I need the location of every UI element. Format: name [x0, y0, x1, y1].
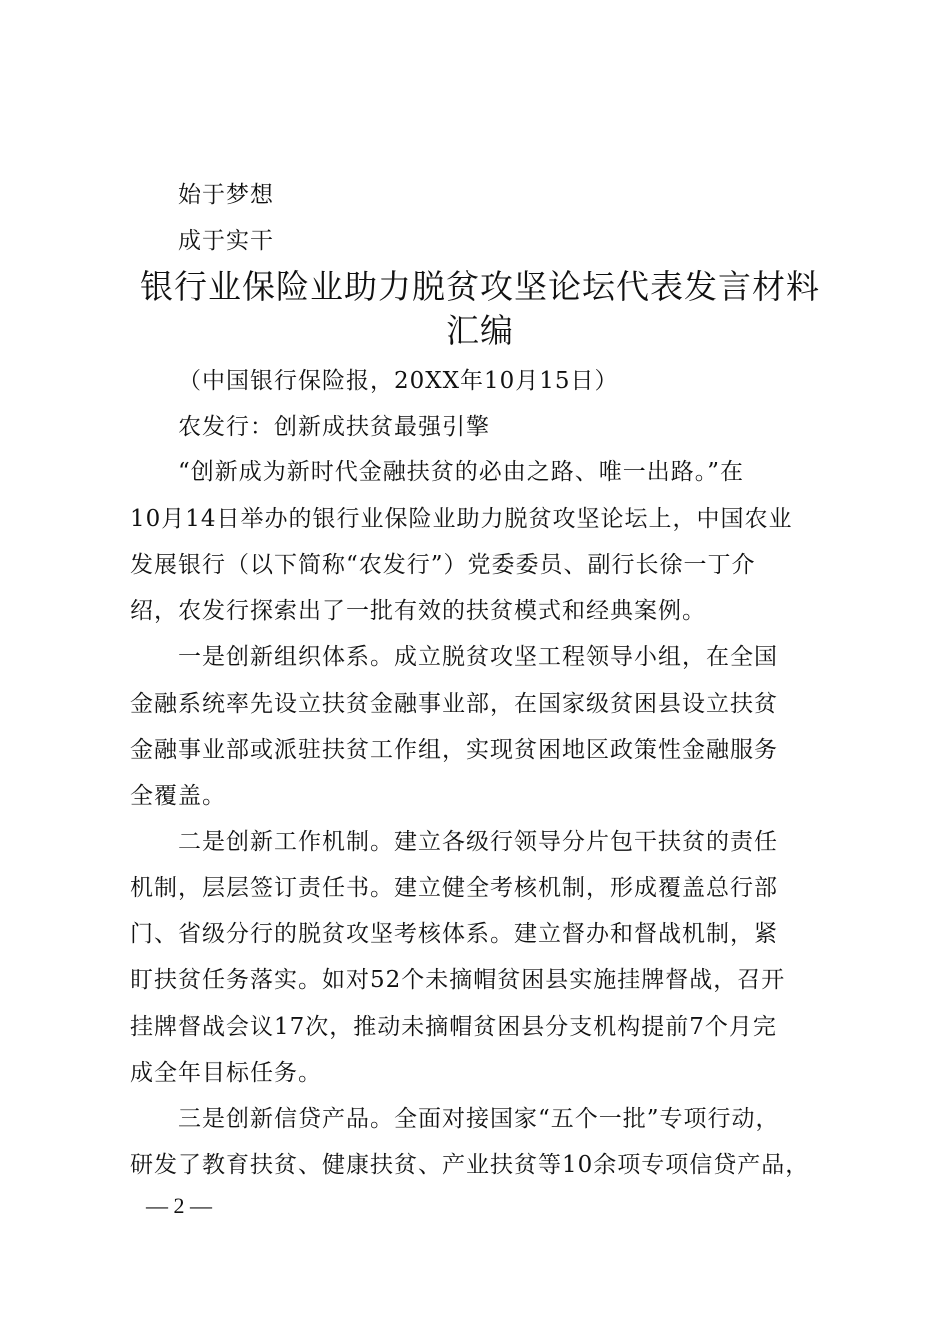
paragraph-2-line-4: 全覆盖。: [130, 783, 226, 809]
page-number: — 2 —: [146, 1193, 212, 1218]
paragraph-2-line-1: 一是创新组织体系。成立脱贫攻坚工程领导小组，在全国: [178, 644, 778, 670]
paragraph-3-line-2: 机制，层层签订责任书。建立健全考核机制，形成覆盖总行部: [130, 875, 778, 901]
paragraph-2-line-3: 金融事业部或派驻扶贫工作组，实现贫困地区政策性金融服务: [130, 737, 778, 763]
paragraph-1-line-2: 10月14日举办的银行业保险业助力脱贫攻坚论坛上，中国农业: [130, 506, 793, 532]
paragraph-3-line-6: 成全年目标任务。: [130, 1060, 322, 1086]
paragraph-3-line-3: 门、省级分行的脱贫攻坚考核体系。建立督办和督战机制，紧: [130, 921, 778, 947]
paragraph-2-line-2: 金融系统率先设立扶贫金融事业部，在国家级贫困县设立扶贫: [130, 691, 778, 717]
paragraph-1-line-3: 发展银行（以下简称“农发行”）党委委员、副行长徐一丁介: [130, 552, 756, 578]
header-line-1: 始于梦想: [178, 182, 274, 208]
source-line: （中国银行保险报，20XX年10月15日）: [178, 368, 619, 394]
paragraph-4-line-1: 三是创新信贷产品。全面对接国家“五个一批”专项行动，: [178, 1106, 780, 1132]
document-title-line-1: 银行业保险业助力脱贫攻坚论坛代表发言材料: [140, 267, 820, 306]
header-line-2: 成于实干: [178, 228, 274, 254]
section-heading: 农发行：创新成扶贫最强引擎: [178, 414, 490, 440]
document-title-line-2: 汇编: [446, 311, 514, 350]
paragraph-1-line-1: “创新成为新时代金融扶贫的必由之路、唯一出路。”在: [178, 459, 745, 485]
paragraph-3-line-1: 二是创新工作机制。建立各级行领导分片包干扶贫的责任: [178, 829, 778, 855]
paragraph-1-line-4: 绍，农发行探索出了一批有效的扶贫模式和经典案例。: [130, 598, 706, 624]
paragraph-3-line-5: 挂牌督战会议17次，推动未摘帽贫困县分支机构提前7个月完: [130, 1014, 777, 1040]
paragraph-4-line-2: 研发了教育扶贫、健康扶贫、产业扶贫等10余项专项信贷产品，: [130, 1152, 810, 1178]
paragraph-3-line-4: 盯扶贫任务落实。如对52个未摘帽贫困县实施挂牌督战，召开: [130, 967, 786, 993]
